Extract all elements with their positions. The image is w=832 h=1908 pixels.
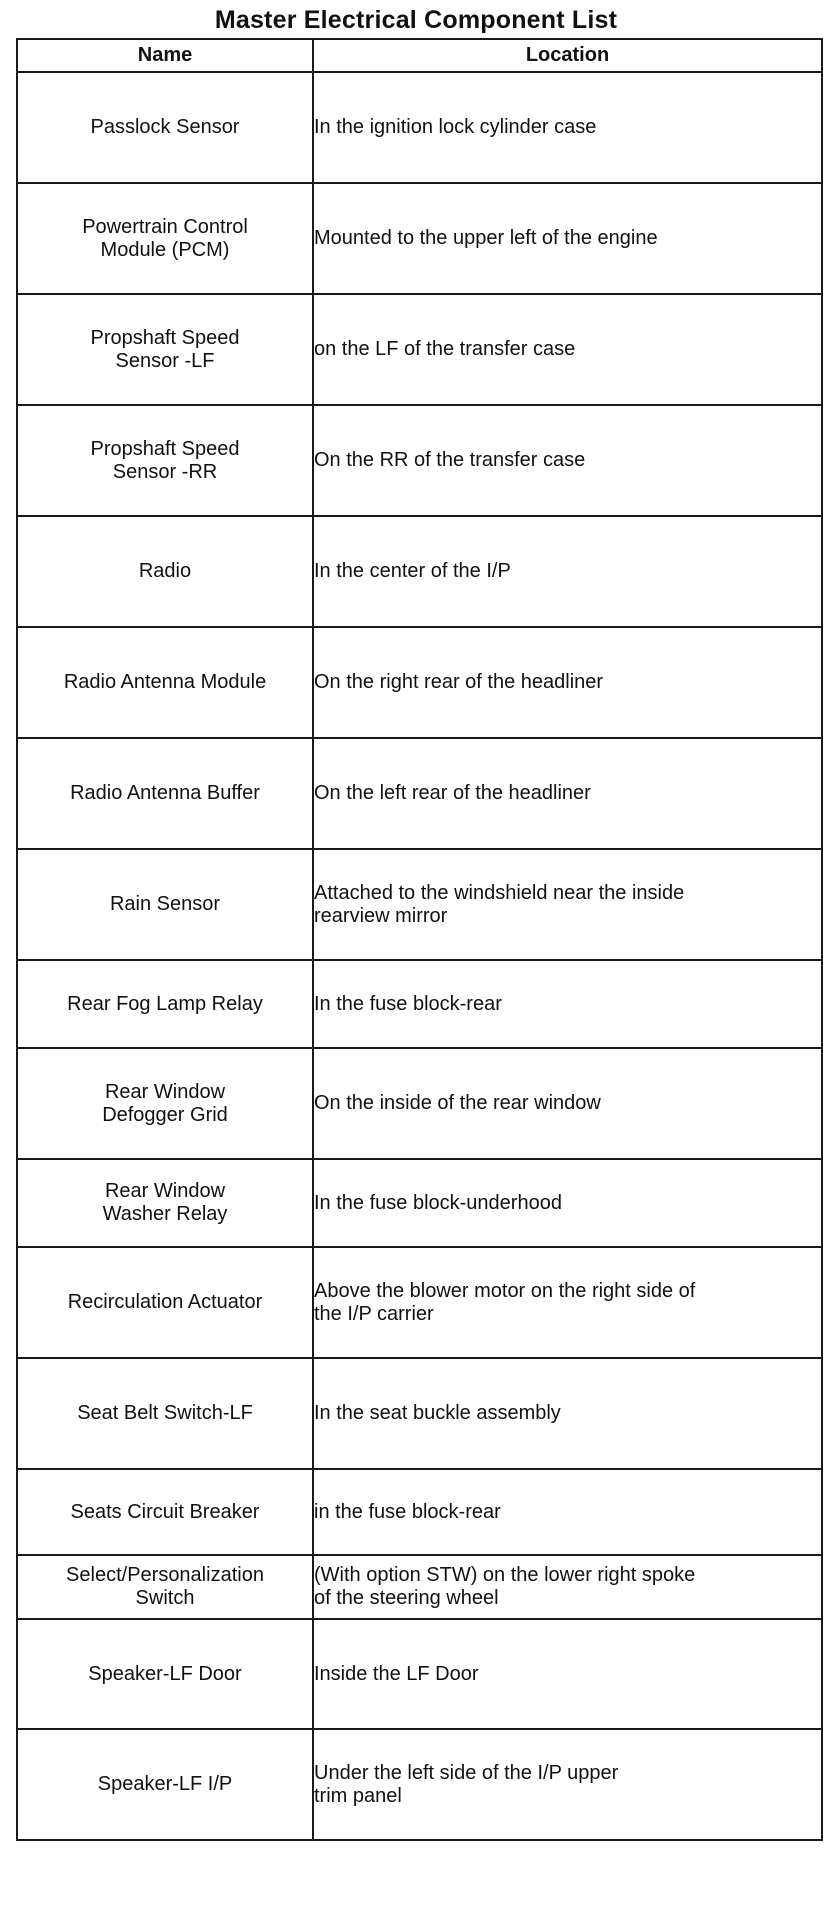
component-name: Recirculation Actuator bbox=[17, 1247, 313, 1358]
component-name: Select/Personalization Switch bbox=[17, 1555, 313, 1619]
component-name: Rear Fog Lamp Relay bbox=[17, 960, 313, 1048]
table-row bbox=[17, 405, 822, 516]
table-row bbox=[17, 1159, 822, 1247]
component-location: In the fuse block-rear bbox=[313, 960, 822, 1048]
table-row bbox=[17, 516, 822, 627]
component-table bbox=[16, 38, 823, 1841]
component-location: On the inside of the rear window bbox=[313, 1048, 822, 1159]
table-row bbox=[17, 72, 822, 183]
table-row bbox=[17, 738, 822, 849]
table-row bbox=[17, 960, 822, 1048]
component-location: Under the left side of the I/P upper trim panel bbox=[313, 1729, 822, 1840]
component-name: Rear Window Defogger Grid bbox=[17, 1048, 313, 1159]
component-name: Propshaft Speed Sensor -RR bbox=[17, 405, 313, 516]
table-row bbox=[17, 627, 822, 738]
table-row bbox=[17, 294, 822, 405]
table-row bbox=[17, 1469, 822, 1555]
component-name: Speaker-LF I/P bbox=[17, 1729, 313, 1840]
table-row bbox=[17, 1729, 822, 1840]
component-location: On the left rear of the headliner bbox=[313, 738, 822, 849]
component-location: in the fuse block-rear bbox=[313, 1469, 822, 1555]
component-location: (With option STW) on the lower right spoke of the steering wheel bbox=[313, 1555, 822, 1619]
component-name: Seats Circuit Breaker bbox=[17, 1469, 313, 1555]
table-row bbox=[17, 183, 822, 294]
component-name: Radio Antenna Module bbox=[17, 627, 313, 738]
component-name: Powertrain Control Module (PCM) bbox=[17, 183, 313, 294]
component-name: Propshaft Speed Sensor -LF bbox=[17, 294, 313, 405]
table-row bbox=[17, 1048, 822, 1159]
table-header-row bbox=[17, 39, 822, 72]
table-row bbox=[17, 849, 822, 960]
component-location: Above the blower motor on the right side of the I/P carrier bbox=[313, 1247, 822, 1358]
component-location: On the RR of the transfer case bbox=[313, 405, 822, 516]
component-name: Passlock Sensor bbox=[17, 72, 313, 183]
column-header-name: Name bbox=[17, 39, 313, 72]
component-location: Attached to the windshield near the inside rearview mirror bbox=[313, 849, 822, 960]
component-location: In the seat buckle assembly bbox=[313, 1358, 822, 1469]
component-location: Inside the LF Door bbox=[313, 1619, 822, 1729]
component-location: Mounted to the upper left of the engine bbox=[313, 183, 822, 294]
component-name: Radio bbox=[17, 516, 313, 627]
table-row bbox=[17, 1247, 822, 1358]
page-title: Master Electrical Component List bbox=[214, 6, 618, 34]
component-location: In the ignition lock cylinder case bbox=[313, 72, 822, 183]
component-location: on the LF of the transfer case bbox=[313, 294, 822, 405]
table-row bbox=[17, 1358, 822, 1469]
table-row bbox=[17, 1555, 822, 1619]
column-header-location: Location bbox=[313, 39, 822, 72]
component-name: Radio Antenna Buffer bbox=[17, 738, 313, 849]
table-row bbox=[17, 1619, 822, 1729]
component-location: In the center of the I/P bbox=[313, 516, 822, 627]
component-name: Rain Sensor bbox=[17, 849, 313, 960]
component-name: Rear Window Washer Relay bbox=[17, 1159, 313, 1247]
component-name: Seat Belt Switch-LF bbox=[17, 1358, 313, 1469]
component-location: In the fuse block-underhood bbox=[313, 1159, 822, 1247]
component-name: Speaker-LF Door bbox=[17, 1619, 313, 1729]
component-location: On the right rear of the headliner bbox=[313, 627, 822, 738]
